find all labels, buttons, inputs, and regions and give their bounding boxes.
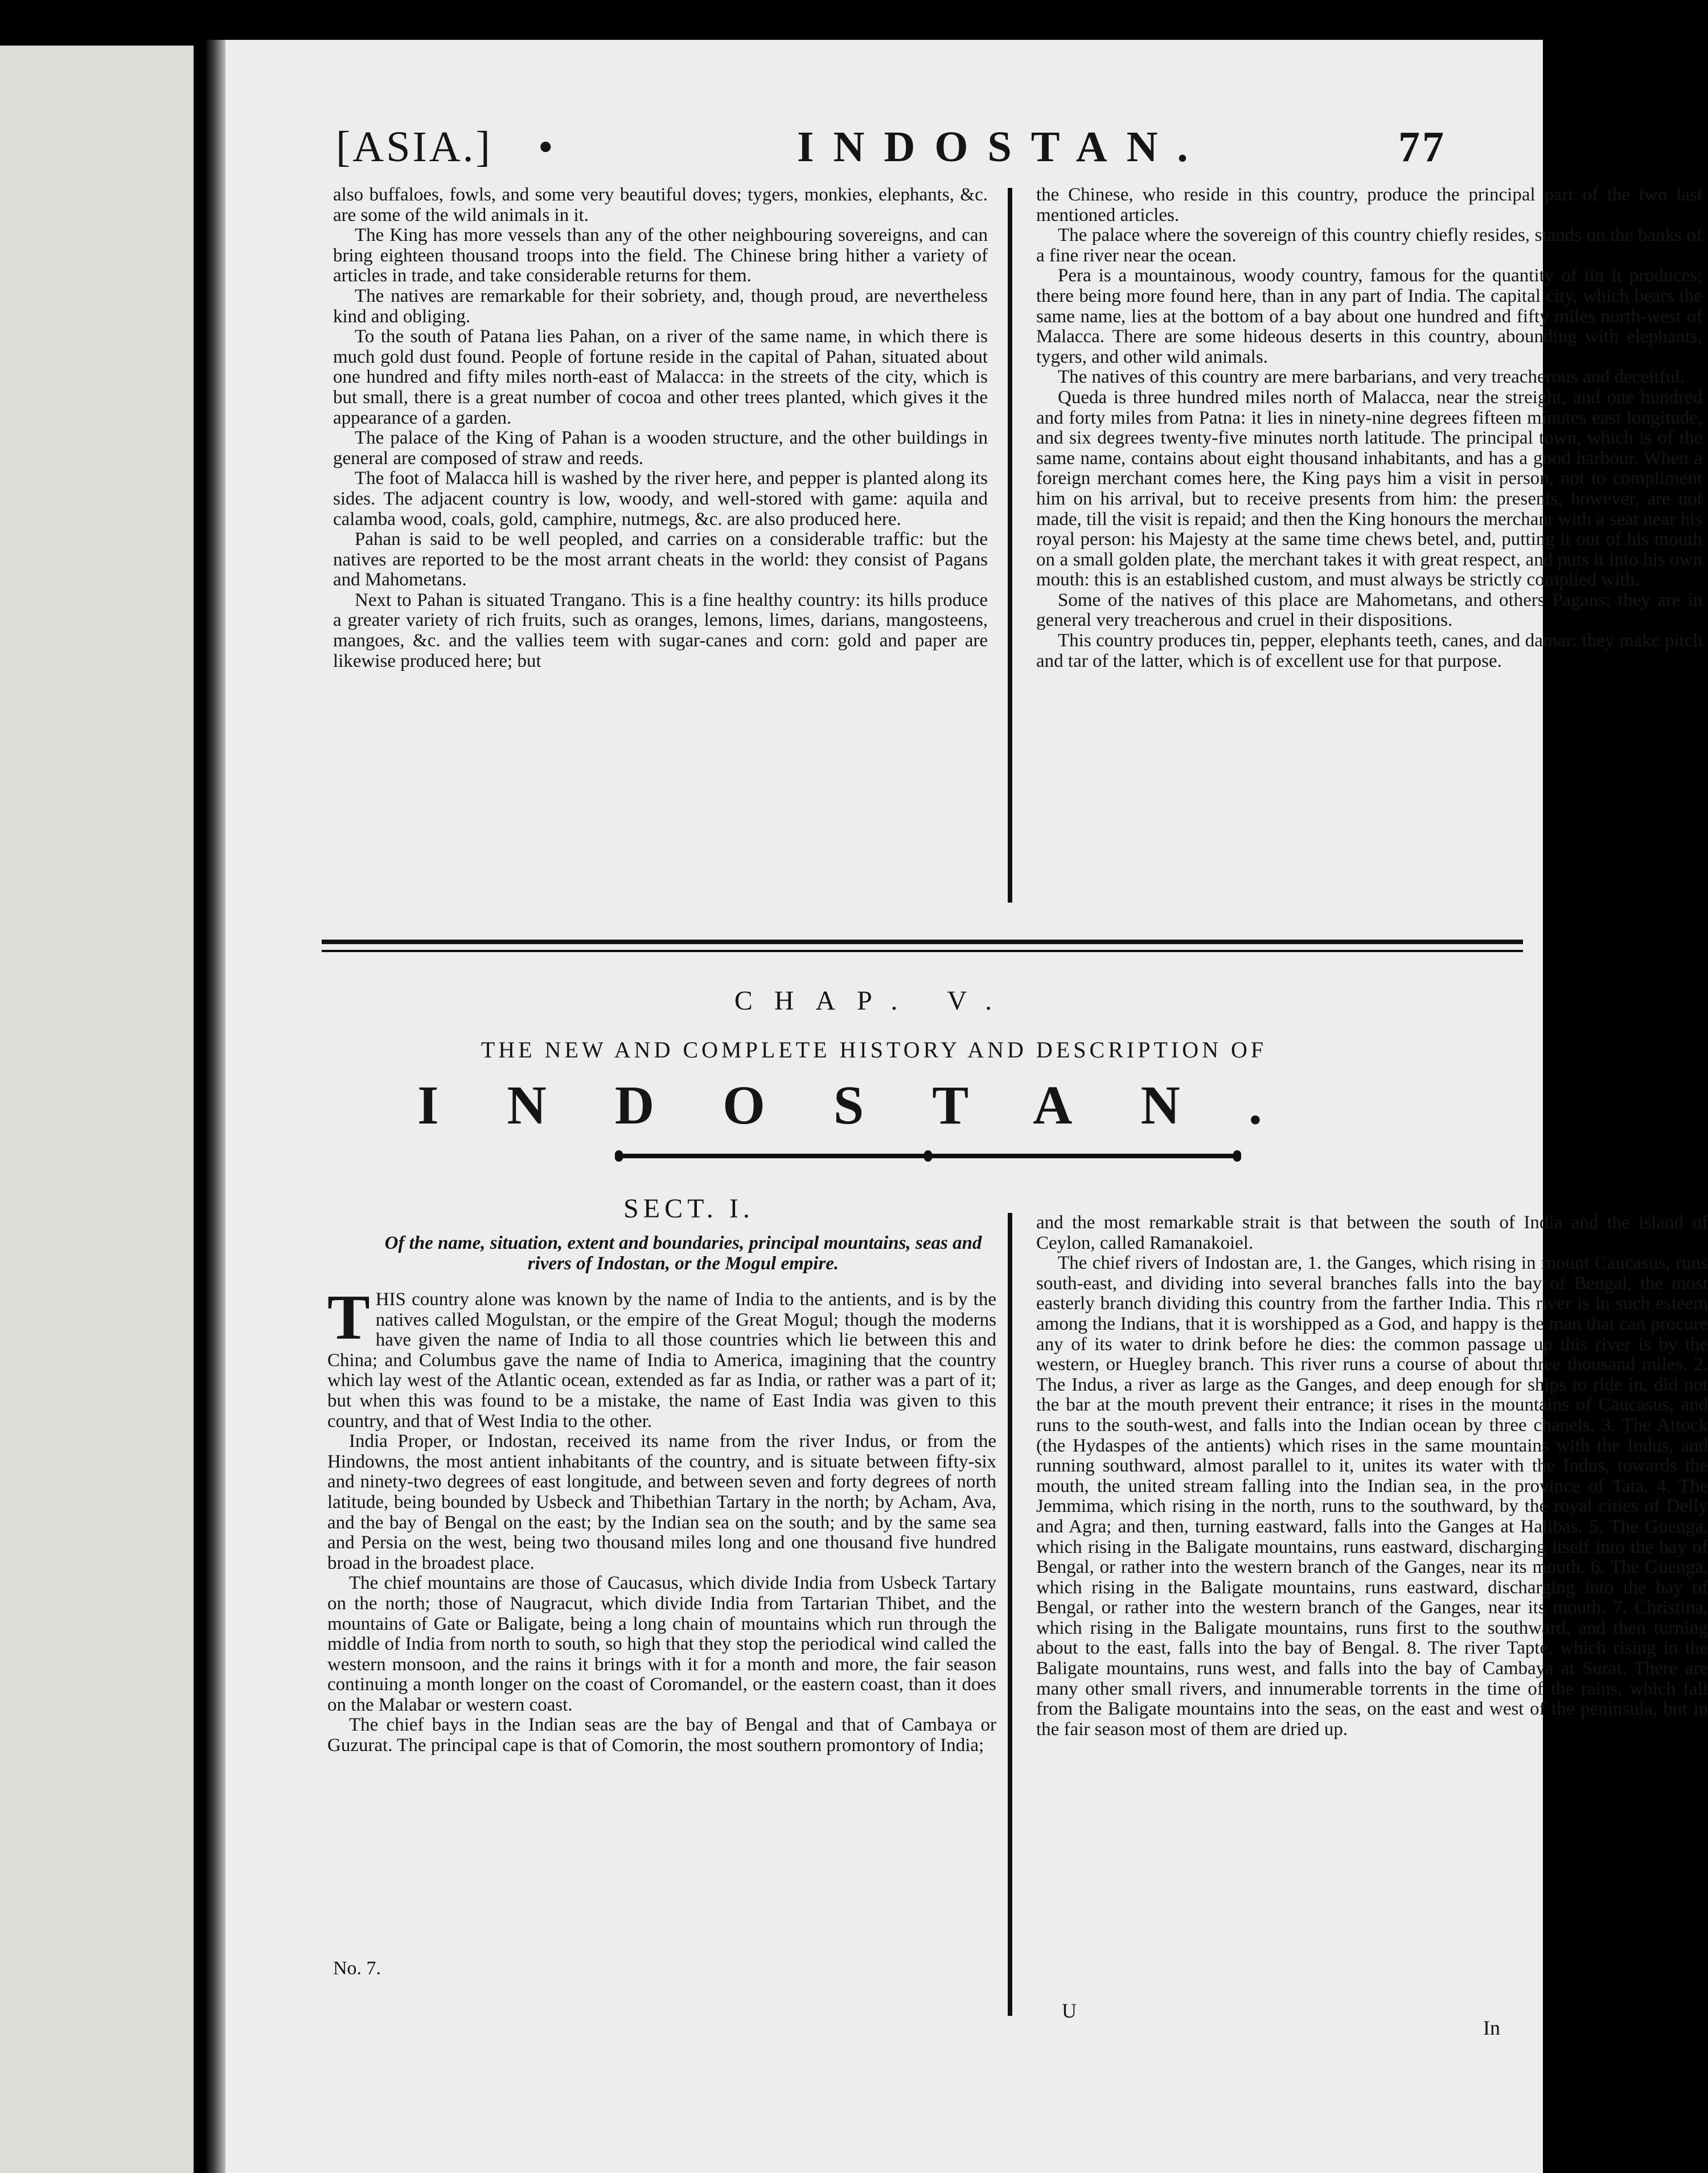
book-page xyxy=(205,40,1708,2173)
catchword: In xyxy=(1483,2016,1500,2039)
paragraph: The foot of Malacca hill is washed by the river here, and pepper is planted along its sides. The adjacent country is low, woody, and well-stored with game: aquila and calamba wood, coals, gold, camphire, nutmegs, &c. are also produced here. xyxy=(333,468,988,530)
drop-cap: T xyxy=(327,1282,370,1353)
paragraph: Queda is three hundred miles north of Malacca, near the streight, and one hundred and forty miles from Patna: it lies in ninety-nine degrees fifteen minutes east longitude, and six degrees twenty-five minutes north latitude. The principal town, which is of the same name, contains about eight thousand inhabitants, and has a good harbour. When a foreign merchant comes here, the King pays him a visit in person, not to compliment him on his arrival, but to receive presents from him: the presents, however, are not made, till the visit is repaid; and then the King honours the merchant with a seat near his royal person: his Majesty at the same time chews betel, and, putting it out of his mouth on a small golden plate, the merchant takes it with great respect, and puts it into his own mouth: this is an established custom, and must always be strictly complied with. xyxy=(1036,387,1702,591)
paragraph: The King has more vessels than any of the other neighbouring sovereigns, and can bring eighteen thousand troops into the field. The Chinese bring hither a variety of articles in trade, and take considerable returns for them. xyxy=(333,225,988,286)
bottom-right-column xyxy=(1036,1213,1708,2019)
chapter-title: INDOSTAN. xyxy=(417,1075,1331,1135)
paragraph: the Chinese, who reside in this country, produce the principal part of the two last mentioned articles. xyxy=(1036,184,1702,226)
paragraph: India Proper, or Indostan, received its name from the river Indus, or from the Hindowns, the most antient inhabitants of the country, and is situate between fifty-six and ninety-two degrees of east longitude, and between seven and forty degrees of north latitude, being bounded by Usbeck and Thibethian Tartary in the north; by Acham, Ava, and the bay of Bengal on the east; by the Indian sea on the south; and by the same sea and Persia on the west, being two thousand miles long and one thousand five hundred broad in the broadest place. xyxy=(327,1431,996,1573)
paragraph: The natives are remarkable for their sobriety, and, though proud, are nevertheless kind and obliging. xyxy=(333,285,988,327)
running-head-dot: • xyxy=(538,123,556,171)
page-number: 77 xyxy=(1398,123,1446,171)
running-head-title: INDOSTAN. xyxy=(797,123,1208,171)
paragraph: Pahan is said to be well peopled, and carries on a considerable traffic: but the natives are reported to be the most arrant cheats in the world: they consist of Pagans and Mahometans. xyxy=(333,529,988,591)
paragraph: To the south of Patana lies Pahan, on a river of the same name, in which there is much gold dust found. People of fortune reside in the capital of Pahan, situated about one hundred and fifty miles north-east of Malacca: in the streets of the city, which is but small, there is a great number of cocoa and other trees planted, which gives it the appearance of a garden. xyxy=(333,326,988,428)
column-rule-top xyxy=(1008,188,1012,903)
opening-text: HIS country alone was known by the name of India to the antients, and is by the natives called Mogulstan, or the empire of the Great Mogul; though the moderns have given the name of India to all those countries which lie between this and China; and Columbus gave the name of India to America, imagining that the country which lay west of the Atlantic ocean, extended as far as India, or rather was a part of it; but when this was found to be a mistake, the name of East India was given to this country, and that of West India to the other. xyxy=(327,1289,996,1432)
opening-paragraph xyxy=(327,1282,996,1432)
paragraph: Next to Pahan is situated Trangano. This is a fine healthy country: its hills produce a greater variety of rich fruits, such as oranges, lemons, limes, darians, mangosteens, mangoes, &c. and the vallies teem with sugar-canes and corn: gold and paper are likewise produced here; but xyxy=(333,589,988,671)
paragraph: The chief rivers of Indostan are, 1. the Ganges, which rising in mount Caucasus, runs south-east, and dividing into several branches falls into the bay of Bengal, the most easterly branch dividing this country from the farther India. This river is in such esteem among the Indians, that it is worshipped as a God, and happy is the man that can procure any of its water to drink before he dies: the common passage up this river is by the western, or Huegley branch. This river runs a course of about three thousand miles. 2. The Indus, a river as large as the Ganges, and deep enough for ships to ride in, did not the bar at the mouth prevent their entrance; it rises in the mountains of Caucasus, and runs to the south-west, and falls into the Indian ocean by three chanels. 3. The Attock (the Hydaspes of the antients) which rises in the same mountains with the Indus, and running southward, almost parallel to it, unites its water with the Indus, towards the mouth, the united stream falling into the Indian sea, in the province of Tata. 4. The Jemmima, which rising in the north, runs to the southward, by the royal cities of Delly and Agra; and then, turning eastward, falls into the Ganges at Halibas. 5. The Guenga, which rising in the Baligate mountains, runs eastward, discharging itself into the bay of Bengal, or rather into the western branch of the Ganges, near its mouth. 6. The Guenga, which rising in the Baligate mountains, runs eastward, discharging into the bay of Bengal, or rather into the western branch of the Ganges, near its mouth. 7. Christina, which rising in the Baligate mountains, runs first to the southward, and then turning about to the east, falls into the bay of Bengal. 8. The river Tapte, which rising in the Baligate mountains, runs west, and falls into the bay of Cambaya at Surat. There are many other small rivers, and innumerable torrents in the time of the rains, which fall from the Baligate mountains into the seas, on the east and west of the peninsula, but in the fair season most of them are dried up. xyxy=(1036,1253,1708,1740)
running-head-region: [ASIA.] xyxy=(336,123,492,171)
chapter-divider-rule xyxy=(322,940,1523,952)
paragraph: and the most remarkable strait is that between the south of India and the island of Ceylon, called Ramanakoiel. xyxy=(1036,1212,1708,1253)
chapter-label: CHAP. V. xyxy=(734,986,1014,1016)
ornamental-rule xyxy=(615,1150,1241,1162)
ornament-knob xyxy=(1233,1150,1241,1162)
running-head xyxy=(336,122,1446,179)
column-rule-bottom xyxy=(1008,1213,1012,2016)
paragraph: also buffaloes, fowls, and some very beautiful doves; tygers, monkies, elephants, &c. are some of the wild animals in it. xyxy=(333,184,988,226)
facing-page-edge xyxy=(0,46,194,2173)
top-left-column xyxy=(333,185,988,908)
paragraph: Some of the natives of this place are Mahometans, and others Pagans; they are in general very treacherous and cruel in their dispositions. xyxy=(1036,589,1702,631)
top-right-column xyxy=(1036,185,1702,908)
paragraph: This country produces tin, pepper, elephants teeth, canes, and damar: they make pitch and tar of the latter, which is of excellent use for that purpose. xyxy=(1036,630,1702,671)
signature-mark: U xyxy=(1062,1999,1077,2022)
section-description: Of the name, situation, extent and boundaries, principal mountains, seas and rivers of Indostan, or the Mogul empire. xyxy=(384,1233,982,1274)
paragraph: The natives of this country are mere barbarians, and very treacherous and deceitful. xyxy=(1058,367,1685,388)
ornament-knob xyxy=(924,1150,932,1162)
paragraph: Pera is a mountainous, woody country, famous for the quantity of tin it produces; there being more found here, than in any part of India. The capital city, which bears the same name, lies at the bottom of a bay about one hundred and fifty miles north-west of Malacca. There are some hideous deserts in this country, abounding with elephants, tygers, and other wild animals. xyxy=(1036,265,1702,367)
paragraph: The chief mountains are those of Caucasus, which divide India from Usbeck Tartary on the north; those of Naugracut, which divide India from Tartarian Thibet, and the mountains of Gate or Baligate, being a long chain of mountains which run through the middle of India from north to south, so high that they stop the periodical wind called the western monsoon, and the rains it brings with it for a month and more, the fair season continuing a month longer on the coast of Coromandel, or the eastern coast, than it does on the Malabar or western coast. xyxy=(327,1573,996,1715)
chapter-subtitle: THE NEW AND COMPLETE HISTORY AND DESCRIPTION OF xyxy=(481,1037,1267,1063)
paragraph: The palace of the King of Pahan is a wooden structure, and the other buildings in general are composed of straw and reeds. xyxy=(333,428,988,469)
paragraph: The chief bays in the Indian seas are the bay of Bengal and that of Cambaya or Guzurat. The principal cape is that of Comorin, the most southern promontory of India; xyxy=(327,1715,996,1756)
volume-number: No. 7. xyxy=(333,1958,381,1979)
bottom-left-column xyxy=(327,1282,996,1973)
section-label: SECT. I. xyxy=(623,1194,754,1224)
paragraph: The palace where the sovereign of this country chiefly resides, stands on the banks of a fine river near the ocean. xyxy=(1036,225,1702,266)
ornament-knob xyxy=(615,1150,623,1162)
